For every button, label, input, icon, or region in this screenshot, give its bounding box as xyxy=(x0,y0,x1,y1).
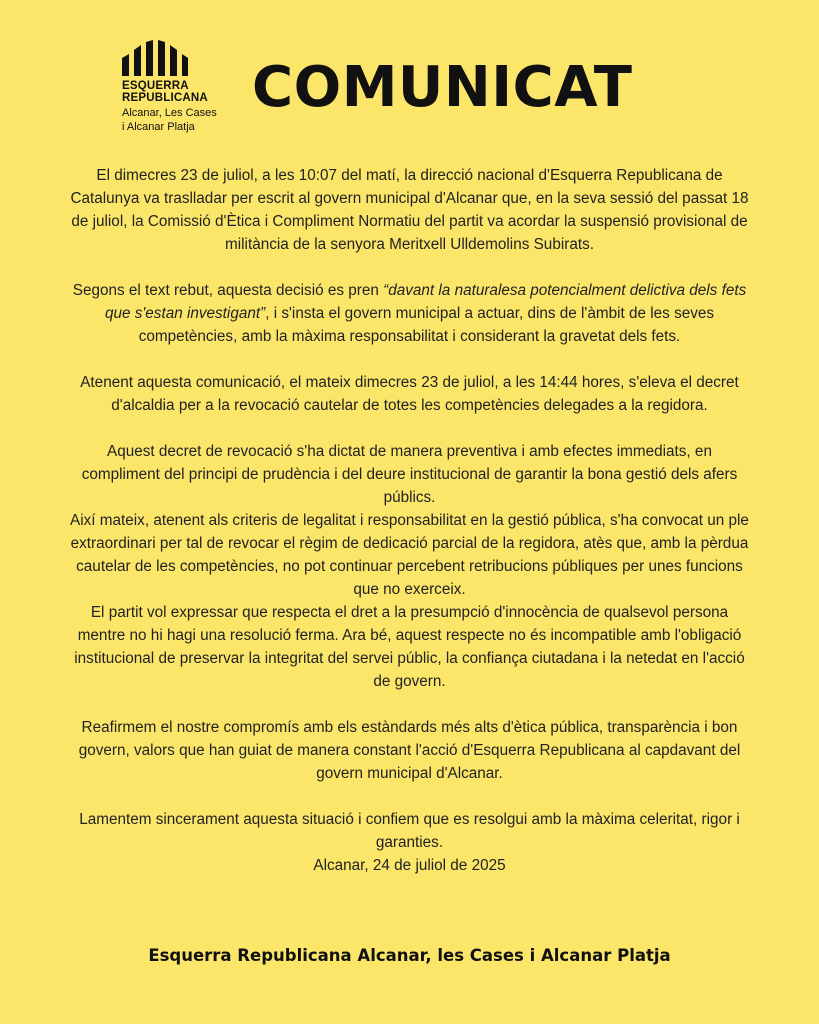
signature: Esquerra Republicana Alcanar, les Cases i Alcanar Platja xyxy=(148,946,671,965)
paragraph-1: El dimecres 23 de juliol, a les 10:07 del matí, la direcció nacional d'Esquerra Republicana de Catalunya va traslladar per escrit al govern municipal d'Alcanar que, en la seva sessió del passat 18 de juliol, la Comissió d'Ètica i Compliment Normatiu del partit va acordar la suspensió provisional de militància de la senyora Meritxell Ulldemolins Subirats. xyxy=(70,167,749,253)
paragraph-4: Aquest decret de revocació s'ha dictat de manera preventiva i amb efectes immediats, en compliment del principi de prudència i del deure institucional de garantir la bona gestió dels afers públics. xyxy=(81,443,738,506)
logo-name-line-1: ESQUERRA xyxy=(122,80,189,92)
logo-place xyxy=(122,106,232,134)
paragraph-2-quote: “davant la naturalesa potencialment delictiva dels fets que s'estan investigant” xyxy=(104,282,747,322)
dateline: Alcanar, 24 de juliol de 2025 xyxy=(313,857,506,874)
paragraph-7: Reafirmem el nostre compromís amb els estàndards més alts d'ètica pública, transparència i bon govern, valors que han guiat de manera constant l'acció d'Esquerra Republicana al capdavant del govern municipal d'Alcanar. xyxy=(78,719,741,782)
logo-name-line-2: REPUBLICANA xyxy=(122,92,208,104)
party-logo xyxy=(122,40,232,134)
logo-place-line-1: Alcanar, Les Cases xyxy=(122,107,217,119)
header xyxy=(0,0,819,150)
statement-body xyxy=(70,164,749,877)
logo-party-name xyxy=(122,80,232,104)
paragraph-2-rest: , i s'insta el govern municipal a actuar, dins de l'àmbit de les seves competències, amb la màxima responsabilitat i considerant la gravetat dels fets. xyxy=(138,305,715,345)
paragraph-2-intro: Segons el text rebut, aquesta decisió es pren xyxy=(72,282,384,299)
paragraph-5: Així mateix, atenent als criteris de legalitat i responsabilitat en la gestió pública, s'ha convocat un ple extraordinari per tal de revocar el règim de dedicació parcial de la regidora, atès que, amb la pèrdua cautelar de les competències, no pot continuar percebent retribucions públiques per unes funcions que no exerceix. xyxy=(70,512,749,598)
page-title: COMUNICAT xyxy=(252,55,633,120)
paragraph-6: El partit vol expressar que respecta el dret a la presumpció d'innocència de qualsevol persona mentre no hi hagi una resolució ferma. Ara bé, aquest respecte no és incompatible amb l'obligació institucional de preservar la integritat del servei públic, la confiança ciutadana i la netedat en l'acció de govern. xyxy=(74,604,745,690)
logo-place-line-2: i Alcanar Platja xyxy=(122,121,195,133)
paragraph-2 xyxy=(70,279,749,348)
erc-bars-logo-icon xyxy=(122,40,232,76)
paragraph-3: Atenent aquesta comunicació, el mateix dimecres 23 de juliol, a les 14:44 hores, s'eleva el decret d'alcaldia per a la revocació cautelar de totes les competències delegades a la regidora. xyxy=(80,374,739,414)
paragraph-8: Lamentem sincerament aquesta situació i confiem que es resolgui amb la màxima celeritat, rigor i garanties. xyxy=(79,811,740,851)
